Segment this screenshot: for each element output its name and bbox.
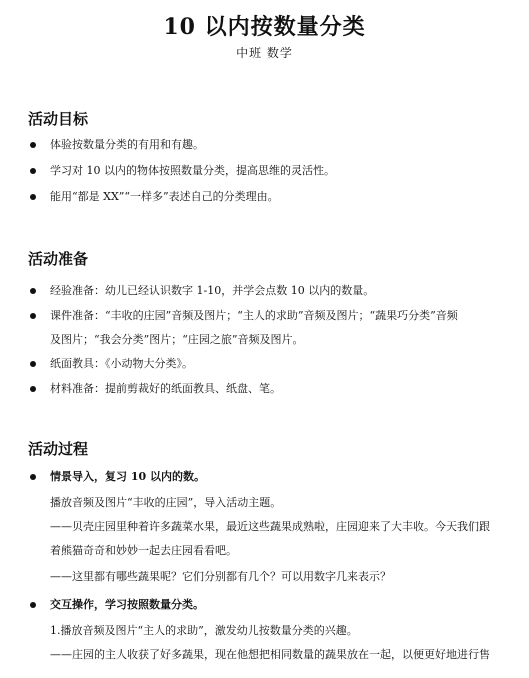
list-item: 学习对 10 以内的物体按照数量分类，提高思维的灵活性。	[50, 164, 335, 177]
bullet-icon	[30, 288, 36, 294]
bullet-icon	[30, 313, 36, 319]
bullet-icon	[30, 386, 36, 392]
step-heading: 情景导入，复习 10 以内的数。	[50, 470, 205, 483]
bullet-icon	[30, 142, 36, 148]
bullet-icon	[30, 194, 36, 200]
list-item: 纸面教具：《小动物大分类》。	[50, 357, 193, 370]
list-item: 经验准备：幼儿已经认识数字 1-10，并学会点数 10 以内的数量。	[50, 284, 375, 297]
list-item: 能用“都是 XX”“一样多”表述自己的分类理由。	[50, 190, 279, 203]
list-item-continuation: 及图片；“我会分类”图片；“庄园之旅”音频及图片。	[50, 333, 304, 346]
section-heading-process: 活动过程	[28, 440, 89, 458]
bullet-icon	[30, 602, 36, 608]
page-subtitle: 中班 数学	[236, 46, 293, 60]
bullet-icon	[30, 361, 36, 367]
paragraph-line: 1.播放音频及图片“主人的求助”，激发幼儿按数量分类的兴趣。	[50, 624, 358, 637]
paragraph-line: 播放音频及图片“丰收的庄园”，导入活动主题。	[50, 496, 282, 509]
list-item: 材料准备：提前剪裁好的纸面教具、纸盘、笔。	[50, 382, 281, 395]
bullet-icon	[30, 474, 36, 480]
paragraph-line: 着熊猫奇奇和妙妙一起去庄园看看吧。	[50, 544, 237, 557]
section-heading-preparation: 活动准备	[28, 250, 89, 268]
list-item: 课件准备：“丰收的庄园”音频及图片；“主人的求助”音频及图片；“蔬果巧分类”音频	[50, 309, 458, 322]
bullet-icon	[30, 168, 36, 174]
paragraph-line: ——庄园的主人收获了好多蔬果，现在他想把相同数量的蔬果放在一起，以便更好地进行售	[50, 648, 490, 661]
page-title: 10 以内按数量分类	[163, 14, 366, 40]
step-heading: 交互操作，学习按照数量分类。	[50, 598, 204, 611]
paragraph-line: ——这里都有哪些蔬果呢？它们分别都有几个？可以用数字几来表示？	[50, 570, 391, 583]
list-item: 体验按数量分类的有用和有趣。	[50, 138, 204, 151]
paragraph-line: ——贝壳庄园里种着许多蔬菜水果，最近这些蔬果成熟啦，庄园迎来了大丰收。今天我们跟	[50, 520, 490, 533]
section-heading-goals: 活动目标	[28, 110, 89, 128]
